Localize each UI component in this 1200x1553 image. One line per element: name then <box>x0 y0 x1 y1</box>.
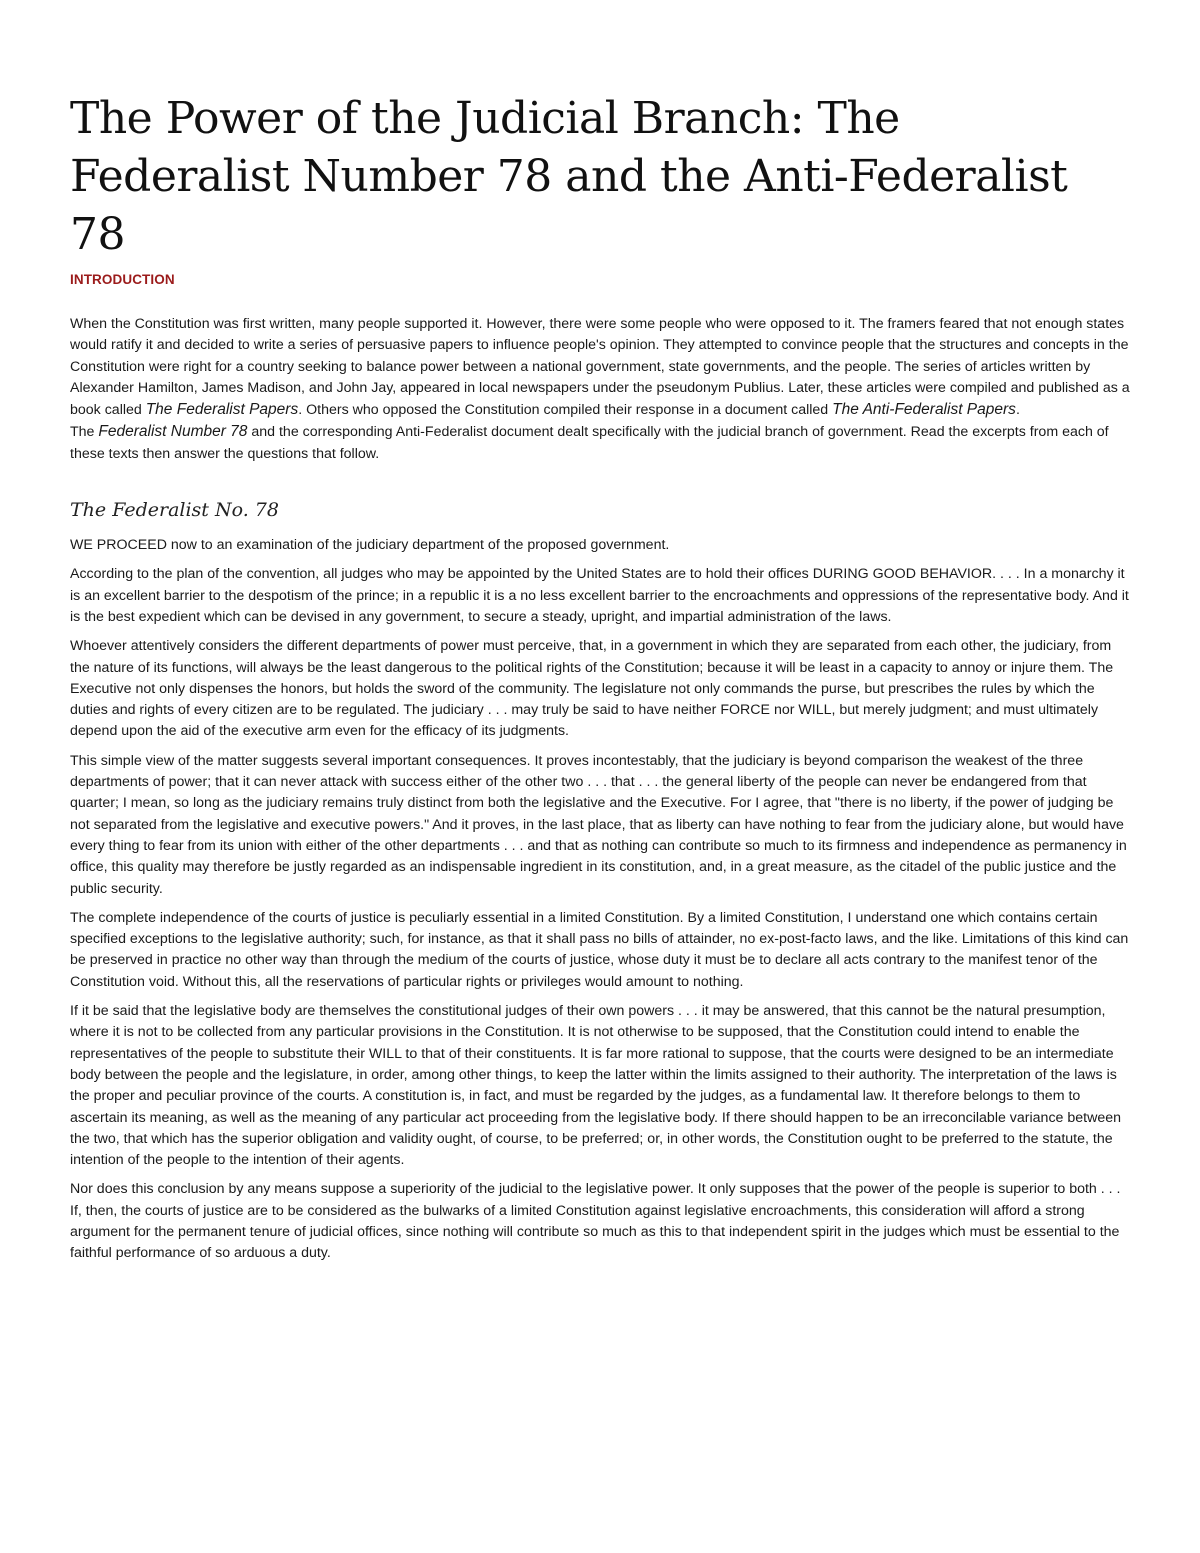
book-title-federalist-number-78: Federalist Number 78 <box>98 423 248 441</box>
page-title: The Power of the Judicial Branch: The Federalist Number 78 and the Anti-Federalist 78 <box>70 93 1068 260</box>
federalist-78-heading: The Federalist No. 78 <box>70 499 279 522</box>
section-label-introduction: INTRODUCTION <box>70 272 175 287</box>
intro-text-4: The <box>70 424 99 441</box>
intro-text-5: and the corresponding Anti-Federalist document dealt specifically with the judicial branch of government. Read the excerpts from each of these texts then answer the questions that follow. <box>70 424 1109 462</box>
federalist-paragraph: If it be said that the legislative body are themselves the constitutional judges of their own powers . . . it may be answered, that this cannot be the natural presumption, where it is not to be collected from any particular provisions in the Constitution. It is not otherwise to be supposed, that the Constitution could intend to enable the representatives of the people to substitute their WILL to that of their constituents. It is far more rational to suppose, that the courts were designed to be an intermediate body between the people and the legislature, in order, among other things, to keep the latter within the limits assigned to their authority. The interpretation of the laws is the proper and peculiar province of the courts. A constitution is, in fact, and must be regarded by the judges, as a fundamental law. It therefore belongs to them to ascertain its meaning, as well as the meaning of any particular act proceeding from the legislative body. If there should happen to be an irreconcilable variance between the two, that which has the superior obligation and validity ought, of course, to be preferred; or, in other words, the Constitution ought to be preferred to the statute, the intention of the people to the intention of their agents. <box>70 1003 1122 1169</box>
federalist-paragraph: According to the plan of the convention, all judges who may be appointed by the United States are to hold their offices DURING GOOD BEHAVIOR. . . . In a monarchy it is an excellent barrier to the despotism of the prince; in a republic it is a no less excellent barrier to the encroachments and oppressions of the representative body. And it is the best expedient which can be devised in any government, to secure a steady, upright, and impartial administration of the laws. <box>70 566 1129 625</box>
federalist-paragraph: The complete independence of the courts of justice is peculiarly essential in a limited Constitution. By a limited Constitution, I understand one which contains certain specified exceptions to the legislative authority; such, for instance, as that it shall pass no bills of attainder, no ex-post-facto laws, and the like. Limitations of this kind can be preserved in practice no other way than through the medium of the courts of justice, whose duty it must be to declare all acts contrary to the manifest tenor of the Constitution void. Without this, all the reservations of particular rights or privileges would amount to nothing. <box>70 909 1129 990</box>
intro-text-1: When the Constitution was first written, many people supported it. However, there were some people who were opposed to it. The framers feared that not enough states would ratify it and decided to write a series of persuasive papers to influence people's opinion. They attempted to convince people that the structures and concepts in the Constitution were right for a country seeking to balance power between a national government, state governments, and the people. The series of articles written by Alexander Hamilton, James Madison, and John Jay, appeared in local newspapers under the pseudonym Publius. Later, these articles were compiled and published as a book called <box>70 316 1130 419</box>
federalist-paragraph: Whoever attentively considers the different departments of power must perceive, that, in a government in which they are separated from each other, the judiciary, from the nature of its functions, will always be the least dangerous to the political rights of the Constitution; because it will be least in a capacity to annoy or injure them. The Executive not only dispenses the honors, but holds the sword of the community. The legislature not only commands the purse, but prescribes the rules by which the duties and rights of every citizen are to be regulated. The judiciary . . . may truly be said to have neither FORCE nor WILL, but merely judgment; and must ultimately depend upon the aid of the executive arm even for the efficacy of its judgments. <box>70 638 1114 740</box>
federalist-paragraph: Nor does this conclusion by any means suppose a superiority of the judicial to the legislative power. It only supposes that the power of the people is superior to both . . . If, then, the courts of justice are to be considered as the bulwarks of a limited Constitution against legislative encroachments, this consideration will afford a strong argument for the permanent tenure of judicial offices, since nothing will contribute so much as this to that independent spirit in the judges which must be essential to the faithful performance of so arduous a duty. <box>70 1181 1121 1262</box>
intro-paragraph <box>70 314 1132 465</box>
book-title-federalist-papers: The Federalist Papers <box>145 401 299 419</box>
intro-text-3: . <box>1015 402 1020 419</box>
intro-text-2: . Others who opposed the Constitution compiled their response in a document called <box>298 402 833 419</box>
federalist-paragraph: WE PROCEED now to an examination of the judiciary department of the proposed government. <box>70 537 670 554</box>
document-page <box>70 90 1132 1273</box>
federalist-paragraph: This simple view of the matter suggests several important consequences. It proves incontestably, that the judiciary is beyond comparison the weakest of the three departments of power; that it can never attack with success either of the other two . . . that . . . the general liberty of the people can never be endangered from that quarter; I mean, so long as the judiciary remains truly distinct from both the legislative and the Executive. For I agree, that "there is no liberty, if the power of judging be not separated from the legislative and executive powers." And it proves, in the last place, that as liberty can have nothing to fear from the judiciary alone, but would have every thing to fear from its union with either of the other departments . . . and that as nothing can contribute so much to its firmness and independence as permanency in office, this quality may therefore be justly regarded as an indispensable ingredient in its constitution, and, in a great measure, as the citadel of the public justice and the public security. <box>70 752 1127 897</box>
book-title-anti-federalist-papers: The Anti-Federalist Papers <box>832 401 1016 419</box>
